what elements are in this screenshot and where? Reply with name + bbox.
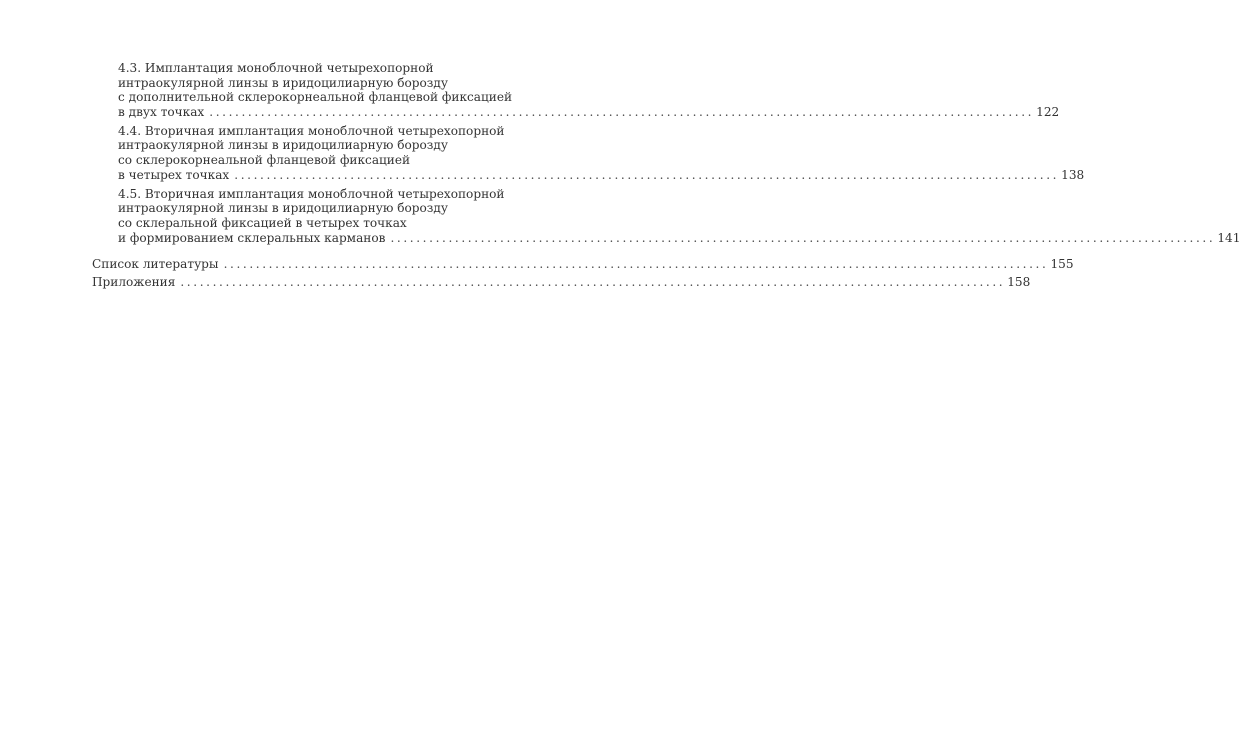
page-number: 141 [1217,230,1240,245]
dot-leader: ................................................................................................................................ [223,256,1049,271]
toc-entry-line: 4.3. Имплантация моноблочной четырехопорной [118,61,434,75]
toc-entry-4-4 [118,123,1085,182]
page-number: 122 [1036,104,1060,119]
toc-entry-last-line [92,274,1031,290]
toc-entry-title: Список литературы [92,256,219,271]
toc-entry-last-line [118,104,1060,120]
toc-entry-line: интраокулярной линзы в иридоцилиарную борозду [118,138,448,153]
dot-leader: ................................................................................................................................ [390,230,1216,245]
toc-entry-line: со склерокорнеальной фланцевой фиксацией [118,153,411,168]
toc-entry-bibliography [92,256,1074,272]
page-number: 138 [1061,167,1085,182]
dot-leader: ................................................................................................................................ [234,167,1060,182]
toc-entry-last-line [118,167,1085,183]
page-number: 158 [1007,274,1031,289]
toc-entry-4-5 [118,186,1240,245]
page-number: 155 [1050,256,1074,271]
dot-leader: ................................................................................................................................ [180,274,1006,289]
toc-entry-4-3 [118,61,1060,119]
toc-entry-line: в двух точках [118,104,205,119]
dot-leader: ................................................................................................................................ [209,104,1035,119]
toc-entry-last-line [118,230,1240,246]
toc-entry-appendices [92,274,1031,290]
toc-entry-line: 4.5. Вторичная имплантация моноблочной четырехопорной [118,186,505,201]
toc-entry-line: 4.4. Вторичная имплантация моноблочной четырехопорной [118,123,505,138]
toc-entry-line: в четырех точках [118,167,230,182]
section-gap [92,250,508,257]
toc-entry-line: и формированием склеральных карманов [118,230,386,245]
toc-entry-line: интраокулярной линзы в иридоцилиарную борозду [118,201,448,216]
table-of-contents [92,61,1240,293]
toc-subsection-list [118,61,1240,245]
toc-entry-title: Приложения [92,274,176,289]
toc-entry-line: с дополнительной склерокорнеальной фланцевой фиксацией [118,90,513,105]
toc-entry-line: интраокулярной линзы в иридоцилиарную борозду [118,75,448,90]
toc-entry-last-line [92,256,1074,272]
toc-entry-line: со склеральной фиксацией в четырех точках [118,215,407,230]
